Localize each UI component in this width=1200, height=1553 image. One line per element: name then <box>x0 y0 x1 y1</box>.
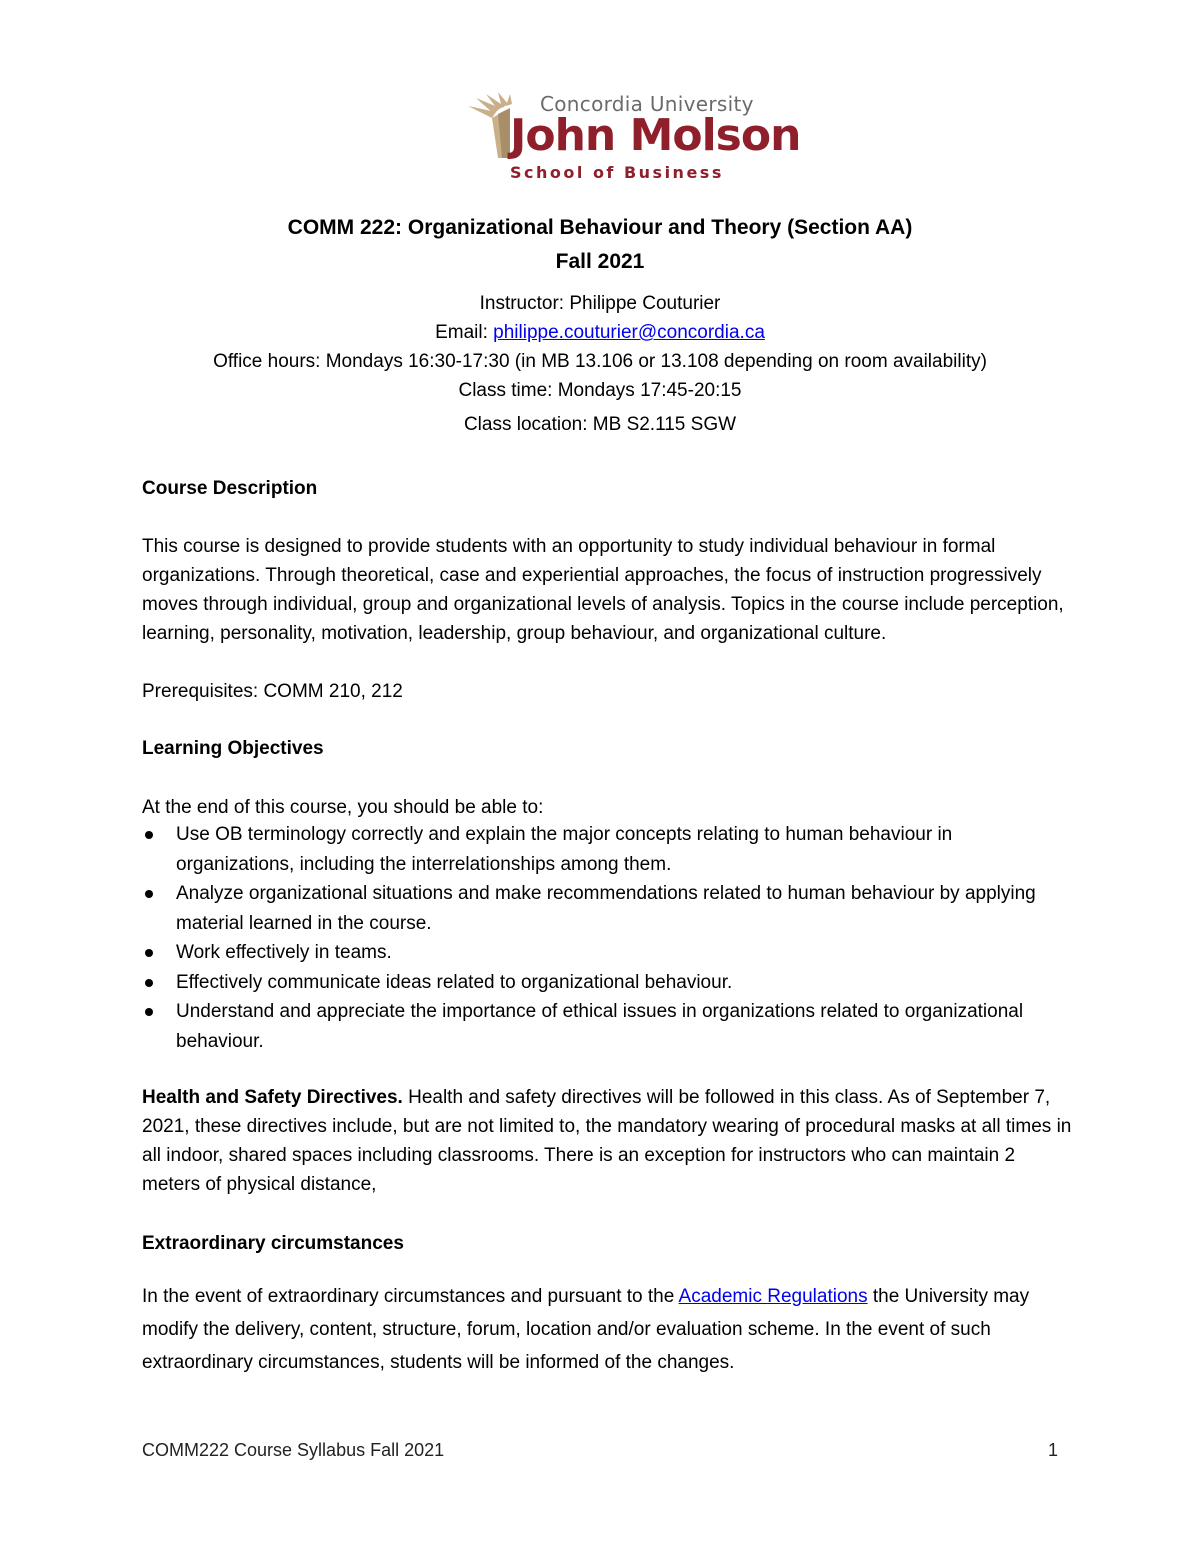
list-item: Use OB terminology correctly and explain the major concepts relating to human behaviour in organizations, including the interrelationships among them. <box>142 820 1072 879</box>
learning-objectives-intro: At the end of this course, you should be able to: <box>142 797 544 818</box>
extraordinary-paragraph: In the event of extraordinary circumstances and pursuant to the Academic Regulations the University may modify the delivery, content, structure, forum, location and/or evaluation scheme. In the event of such extraordinary circumstances, students will be informed of the changes. <box>142 1286 1030 1373</box>
course-title: COMM 222: Organizational Behaviour and Theory (Section AA) <box>287 216 913 239</box>
learning-objectives-list <box>142 820 1072 1056</box>
email-line <box>0 322 1200 344</box>
jmsb-logo <box>462 88 801 188</box>
instructor-line: Instructor: Philippe Couturier <box>479 293 721 314</box>
learning-objectives-heading: Learning Objectives <box>142 738 324 759</box>
school-name: John Molson <box>510 110 801 161</box>
health-safety-heading: Health and Safety Directives. <box>142 1087 403 1108</box>
class-location-line: Class location: MB S2.115 SGW <box>463 414 737 435</box>
health-safety-paragraph <box>142 1083 1072 1199</box>
extraordinary-heading: Extraordinary circumstances <box>142 1233 404 1254</box>
bullet-icon <box>145 949 153 957</box>
page-number: 1 <box>1048 1440 1059 1460</box>
bullet-icon <box>145 831 153 839</box>
list-item: Effectively communicate ideas related to organizational behaviour. <box>142 968 1072 998</box>
university-name: Concordia University <box>540 92 754 116</box>
bullet-icon <box>145 979 153 987</box>
list-item: Analyze organizational situations and make recommendations related to human behaviour by applying material learned in the course. <box>142 879 1072 938</box>
email-link[interactable]: philippe.couturier@concordia.ca <box>493 322 765 343</box>
course-term: Fall 2021 <box>555 250 645 273</box>
prerequisites-line: Prerequisites: COMM 210, 212 <box>142 681 403 702</box>
bullet-icon <box>145 890 153 898</box>
office-hours-line: Office hours: Mondays 16:30-17:30 (in MB 13.106 or 13.108 depending on room availability) <box>213 351 987 372</box>
bullet-icon <box>145 1008 153 1016</box>
course-description-body: This course is designed to provide students with an opportunity to study individual behaviour in formal organizations. Through theoretical, case and experiential approaches, the focus of instruction progressively moves through individual, group and organizational levels of analysis. Topics in the course include perception, learning, personality, motivation, leadership, group behaviour, and organizational culture. <box>142 536 1064 644</box>
email-label: Email: <box>435 322 494 343</box>
health-safety-body: Health and safety directives will be followed in this class. As of September 7, 2021, these directives include, but are not limited to, the mandatory wearing of procedural masks at all times in all indoor, shared spaces including classrooms. There is an exception for instructors who can maintain 2 meters of physical distance, <box>142 1087 1072 1195</box>
list-item: Work effectively in teams. <box>142 938 1072 968</box>
footer-text: COMM222 Course Syllabus Fall 2021 <box>142 1440 445 1460</box>
course-description-heading: Course Description <box>142 478 318 499</box>
school-subtitle: School of Business <box>510 163 724 182</box>
class-time-line: Class time: Mondays 17:45-20:15 <box>458 380 742 401</box>
academic-regulations-link[interactable]: Academic Regulations <box>678 1286 868 1307</box>
list-item: Understand and appreciate the importance of ethical issues in organizations related to organizational behaviour. <box>142 997 1072 1056</box>
